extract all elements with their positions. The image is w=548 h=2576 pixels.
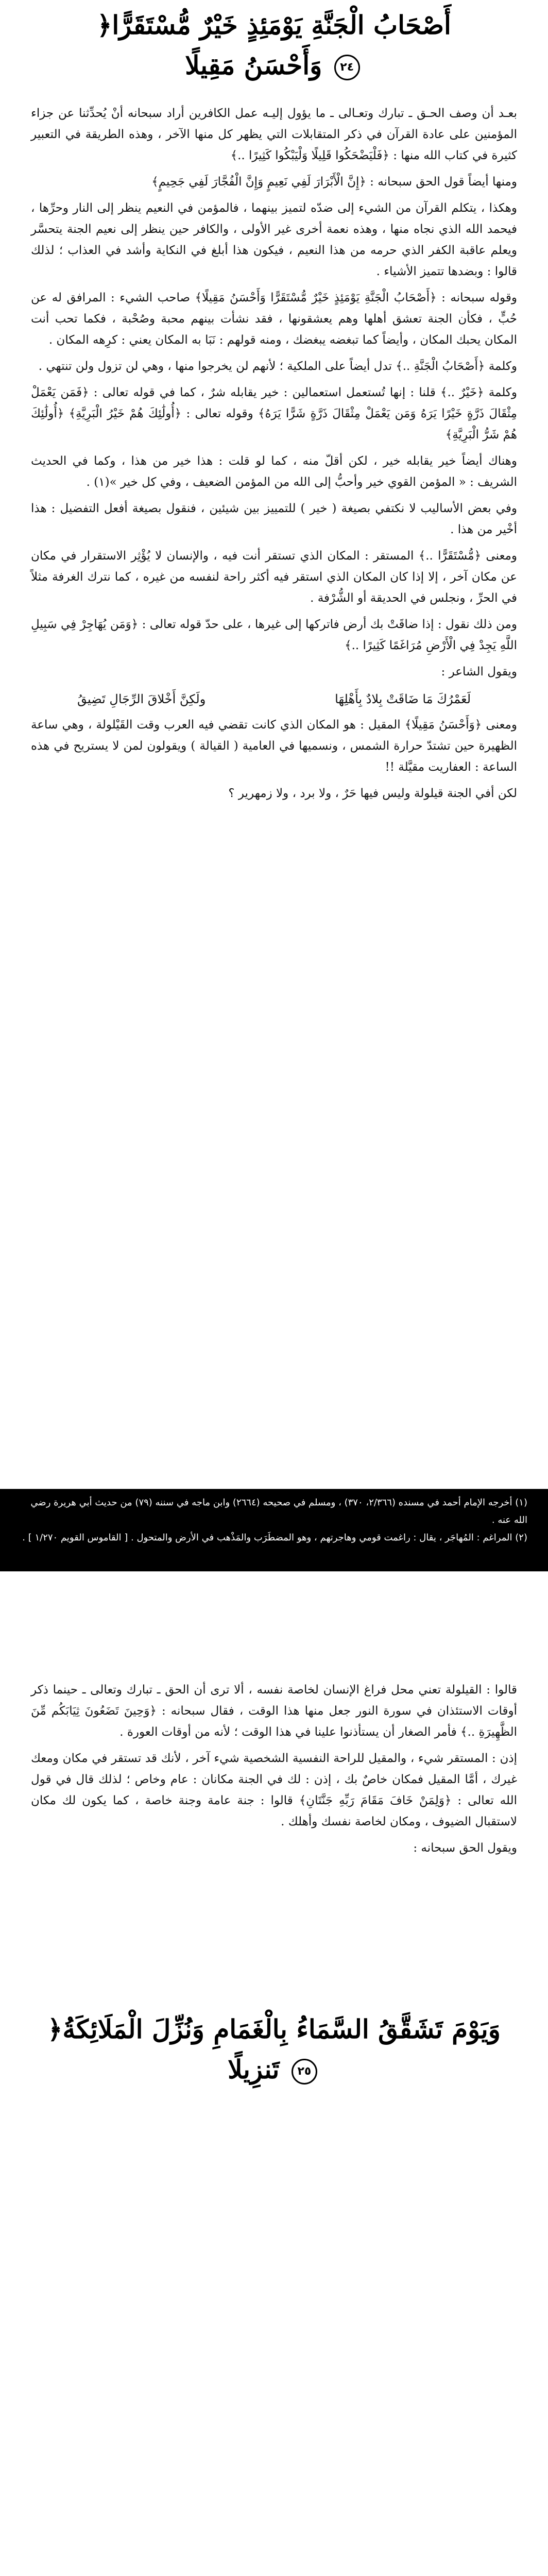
paragraph: لكن أفي الجنة قيلولة وليس فيها حَرٌ ، ولا برد ، ولا زمهرير ؟ bbox=[228, 787, 517, 800]
footer-verse-line-2 bbox=[31, 2049, 517, 2090]
footer-verse-line-2-text: تَنزِيلًا bbox=[228, 2054, 280, 2084]
paragraph: ومن ذلك نقول : إذا ضاقَتْ بك أرض فاتركها إلى غيرها ، على حدّ قوله تعالى : ﴿وَمَن يُهَاجِرْ فِي سَبِيلِ اللَّهِ يَجِدْ فِي الْأَرْضِ مُرَاغَمًا كَثِيرًا ..﴾ bbox=[31, 618, 517, 652]
paragraph: بعـد أن وصف الحـق ـ تبارك وتعـالى ـ ما يؤول إليـه عمل الكافرين أراد سبحانه أنْ يُحدِّثنا عن جزاء المؤمنين على عادة القرآن في ذكر المتقابلات التي يظهر كل منها الآخر ، وهذه الطريقة في التعبير كثيرة في كتاب الله منها : ﴿فَلْيَضْحَكُوا قَلِيلًا وَلْيَبْكُوا كَثِيرًا ..﴾ bbox=[31, 107, 517, 162]
verse-line-2-text: وَأَحْسَنُ مَقِيلًا bbox=[185, 50, 322, 80]
paragraph: ويقول الشاعر : bbox=[441, 665, 517, 679]
paragraph: ومنها أيضاً قول الحق سبحانه : ﴿إِنَّ الْأَبْرَارَ لَفِي نَعِيمٍ وَإِنَّ الْفُجَّارَ لَفِي جَحِيمٍ﴾ bbox=[151, 175, 517, 189]
footer-verse bbox=[31, 2009, 517, 2090]
paragraph: وفي بعض الأساليب لا نكتفي بصيغة ( خير ) للتمييز بين شيئين ، فنقول بصيغة أفعل التفضيل : هذا أخْير من هذا . bbox=[31, 502, 517, 536]
verse-line-2 bbox=[31, 45, 517, 86]
footnote-2: (٢) المراغم : المُهاجَر ، يقال : راغمت قومي وهاجرتهم ، وهو المضطَرَب والمَذْهب في الأرض والمتحول . [ القاموس القويم ١/٢٧٠ ] . bbox=[22, 1532, 527, 1543]
paragraph: إذن : المستقر شيء ، والمقيل للراحة النفسية الشخصية شيء آخر ، لأنك قد تستقر في مكان ومعك غيرك ، أمَّا المقيل فمكان خاصٌ بك ، إذن : لك في الجنة مكانان : عام وخاص ؛ لذلك قال في قول الله تعالى : ﴿وَلِمَنْ خَافَ مَقَامَ رَبِّهِ جَنَّتَانِ﴾ قالوا : جنة عامة وجنة خاصة ، كما يكون لك مكان لاستقبال الضيوف ، ومكان لخاصة نفسك وأهلك . bbox=[31, 1752, 517, 1828]
verse-number-badge: ٢٤ bbox=[334, 55, 360, 80]
footer-verse-line-1: ﴿وَيَوْمَ تَشَقَّقُ السَّمَاءُ بِالْغَمَامِ وَنُزِّلَ الْمَلَائِكَةُ bbox=[47, 2014, 501, 2044]
paragraph: ومعنى ﴿مُّسْتَقَرًّا ..﴾ المستقر : المكان الذي تستقر أنت فيه ، والإنسان لا يُؤْثِر الاستقرار في مكان عن مكان آخر ، إلا إذا كان المكان الذي استقر فيه أكثر راحة لنفسه من غيره ، كما نترك الغرفة مثلاً في الحرِّ ، ونجلس في الحديقة أو الشُّرْفة . bbox=[31, 549, 517, 605]
paragraph: وهكذا ، يتكلم القرآن من الشيء إلى ضدّه لتميز بينهما ، فالمؤمن في النعيم ينظر إلى النار وحرِّها ، فيحمد الله الذي نجاه منها ، وهذه نعمة أخرى غير الأولى ، والكافر حين ينظر إلى نعيم الجنة يتحسَّر ويعلم عاقبة الكفر الذي حرمه من هذا النعيم ، فيكون هذا أبلغ في النكاية وأشد في العذاب ؛ لذلك قالوا : وبضدها تتميز الأشياء . bbox=[31, 201, 517, 278]
poem-verse bbox=[31, 688, 517, 710]
paragraph: ويقول الحق سبحانه : bbox=[413, 1841, 517, 1855]
verse-line-1: ﴿أَصْحَابُ الْجَنَّةِ يَوْمَئِذٍ خَيْرٌ مُّسْتَقَرًّا bbox=[97, 10, 451, 40]
paragraph: وكلمة ﴿أَصْحَابُ الْجَنَّةِ ..﴾ تدل أيضاً على الملكية ؛ لأنهم لن يخرجوا منها ، وهي لن تزول ولن تنتهي . bbox=[38, 360, 517, 373]
header-verse bbox=[31, 5, 517, 86]
footer-verse-number-badge: ٢٥ bbox=[292, 2059, 317, 2084]
poem-hemistich-2: ولَكِنَّ أَخْلاقَ الرِّجَالِ تَضِيقُ bbox=[77, 692, 206, 706]
paragraph: وقوله سبحانه : ﴿أَصْحَابُ الْجَنَّةِ يَوْمَئِذٍ خَيْرٌ مُّسْتَقَرًّا وَأَحْسَنُ مَقِيلًا﴾ صاحب الشيء : المرافق له عن حُبٍّ ، فكأن الجنة تعشق أهلها وهم يعشقونها ، فقد نشأت بينهم محبة وصُحْبة ، فكما تحب أنت المكان يحبك المكان ، وأيضاً كما تبغضه يبغضك ، ومنه قولهم : نَبَا به المكان يعني : كرِهه المكان . bbox=[31, 291, 517, 347]
footnote-1: (١) أخرجه الإمام أحمد في مسنده (٢/٣٦٦، ٣٧٠) ، ومسلم في صحيحه (٢٦٦٤) وابن ماجه في سننه (٧٩) من حديث أبي هريرة رضي الله عنه . bbox=[30, 1497, 527, 1526]
poem-hemistich-1: لَعَمْرُكَ مَا ضَاقَتْ بِلادٌ بِأَهْلِهَا bbox=[335, 692, 471, 706]
content-top bbox=[31, 103, 517, 809]
paragraph: وهناك أيضاً خير يقابله خير ، لكن أقلّ منه ، كما لو قلت : هذا خير من هذا ، وكما في الحديث الشريف : « المؤمن القوي خير وأحبُّ إلى الله من المؤمن الضعيف ، وفي كل خير »(١) . bbox=[31, 454, 517, 489]
content-bottom bbox=[31, 1680, 517, 1864]
paragraph: وكلمة ﴿خَيْرٌ ..﴾ قلنا : إنها تُستعمل استعمالين : خير يقابله شرٌ ، كما في قوله تعالى : ﴿فَمَن يَعْمَلْ مِثْقَالَ ذَرَّةٍ خَيْرًا يَرَهُ وَمَن يَعْمَلْ مِثْقَالَ ذَرَّةٍ شَرًّا يَرَهُ﴾ وقوله تعالى : ﴿أُولَٰئِكَ هُمْ خَيْرُ الْبَرِيَّةِ﴾ ﴿أُولَٰئِكَ هُمْ شَرُّ الْبَرِيَّةِ﴾ bbox=[31, 386, 517, 442]
paragraph: ومعنى ﴿وَأَحْسَنُ مَقِيلًا﴾ المقيل : هو المكان الذي كانت تقضي فيه العرب وقت القَيْلولة ، وهي ساعة الظهيرة حين تشتدّ حرارة الشمس ، ونسميها في العامية ( القيالة ) ويقولون لمن لا يستريح في هذه الساعة : العفاريت مقيَّلة !! bbox=[31, 718, 517, 774]
paragraph: قالوا : القيلولة تعني محل فراغ الإنسان لخاصة نفسه ، ألا ترى أن الحق ـ تبارك وتعالى ـ حينما ذكر أوقات الاستئذان في سورة النور جعل منها هذا الوقت ، فقال سبحانه : ﴿وَحِينَ تَضَعُونَ ثِيَابَكُم مِّنَ الظَّهِيرَةِ ..﴾ فأمر الصغار أن يستأذنوا علينا في هذا الوقت ؛ لأنه من أوقات العورة . bbox=[31, 1683, 517, 1739]
footnotes-band bbox=[0, 1489, 548, 1571]
